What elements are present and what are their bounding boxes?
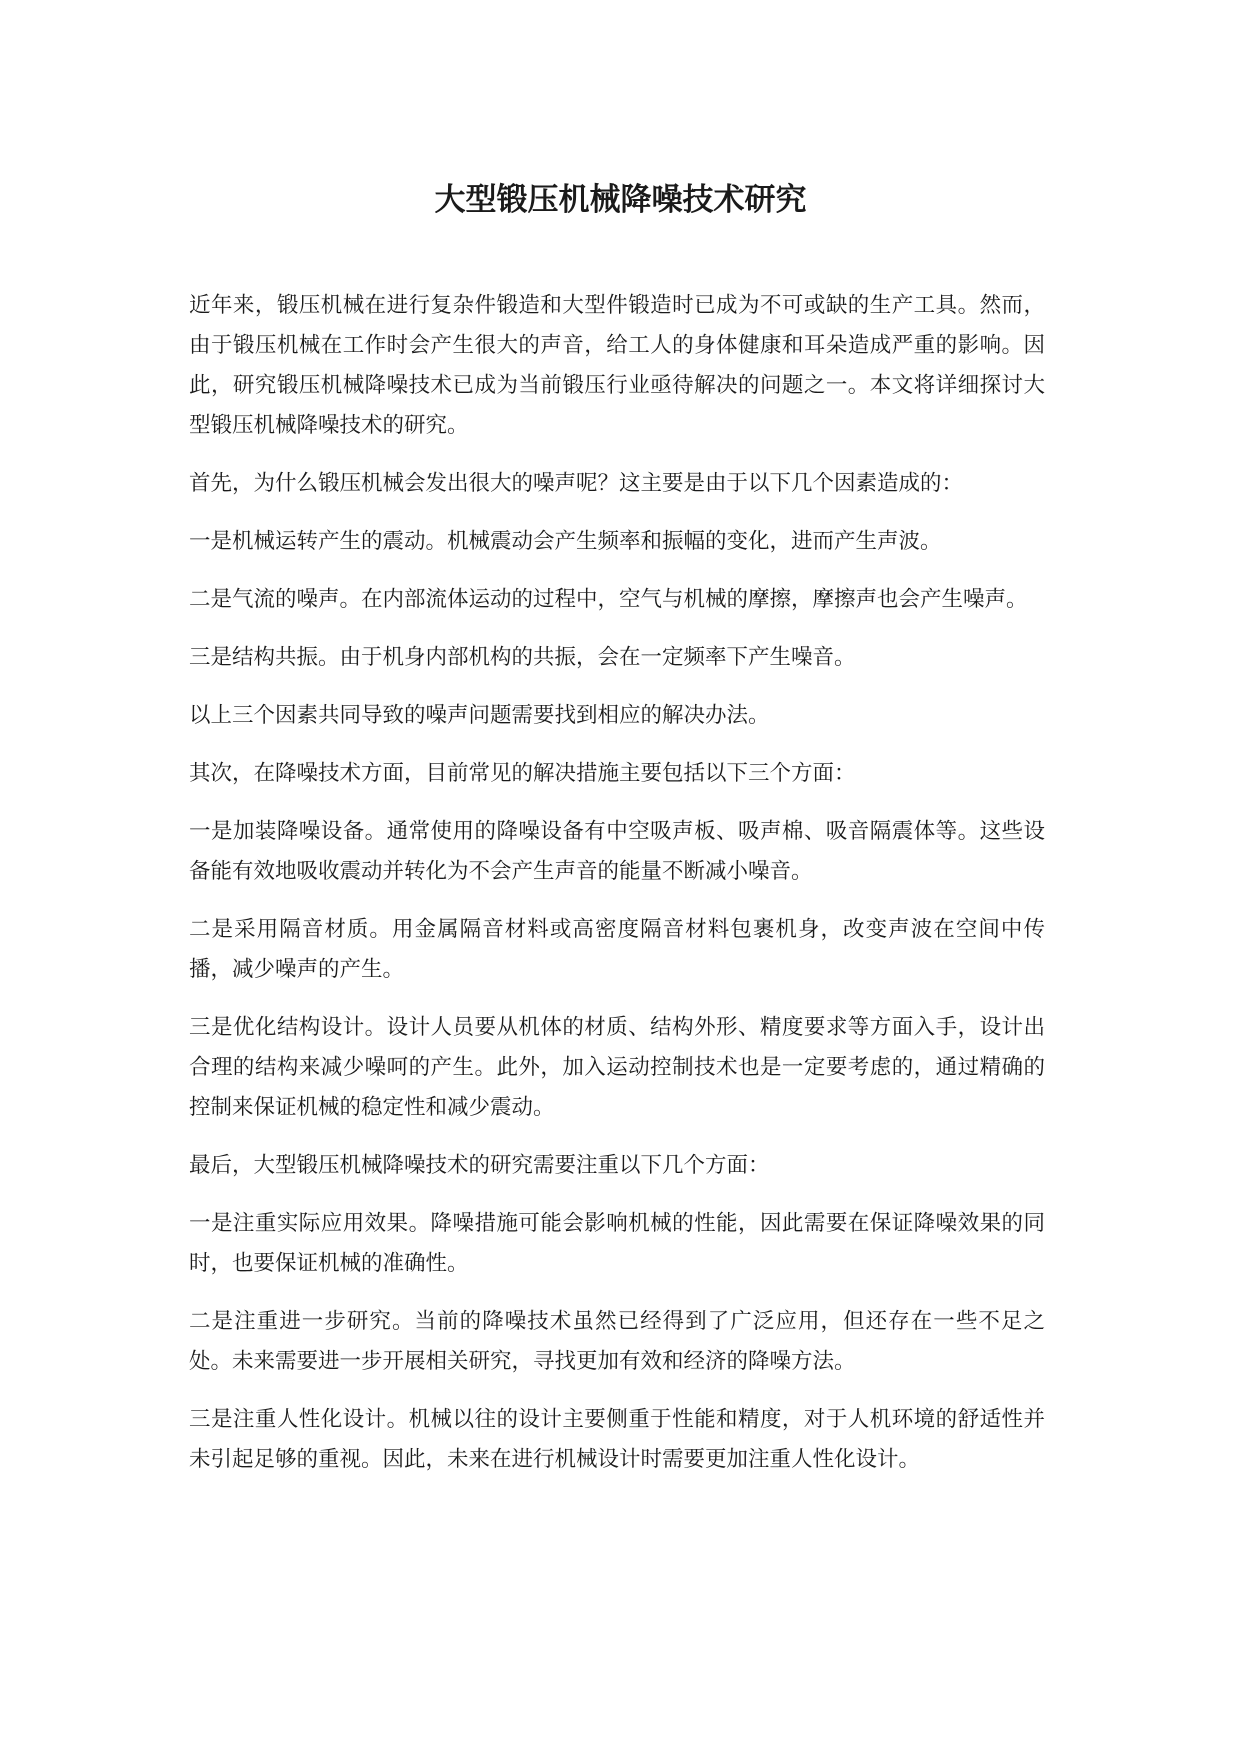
paragraph-causes-heading: 首先，为什么锻压机械会发出很大的噪声呢？这主要是由于以下几个因素造成的： [189, 471, 964, 496]
paragraph-solution-design: 三是优化结构设计。设计人员要从机体的材质、结构外形、精度要求等方面入手，设计出合理的结构来减少噪呵的产生。此外，加入运动控制技术也是一定要考虑的，通过精确的控制来保证机械的稳定性和减少震动。 [189, 1015, 1045, 1120]
document-title: 大型锻压机械降噪技术研究 [434, 182, 807, 218]
paragraph-causes-summary: 以上三个因素共同导致的噪声问题需要找到相应的解决办法。 [189, 703, 770, 728]
paragraph-research-effect: 一是注重实际应用效果。降噪措施可能会影响机械的性能，因此需要在保证降噪效果的同时，也要保证机械的准确性。 [189, 1211, 1045, 1276]
paragraph-cause-airflow: 二是气流的噪声。在内部流体运动的过程中，空气与机械的摩擦，摩擦声也会产生噪声。 [189, 587, 1028, 612]
paragraph-intro: 近年来，锻压机械在进行复杂件锻造和大型件锻造时已成为不可或缺的生产工具。然而，由于锻压机械在工作时会产生很大的声音，给工人的身体健康和耳朵造成严重的影响。因此，研究锻压机械降噪技术已成为当前锻压行业亟待解决的问题之一。本文将详细探讨大型锻压机械降噪技术的研究。 [189, 293, 1045, 438]
paragraph-cause-resonance: 三是结构共振。由于机身内部机构的共振，会在一定频率下产生噪音。 [189, 645, 856, 670]
paragraph-research-further: 二是注重进一步研究。当前的降噪技术虽然已经得到了广泛应用，但还存在一些不足之处。未来需要进一步开展相关研究，寻找更加有效和经济的降噪方法。 [189, 1309, 1045, 1374]
paragraph-research-heading: 最后，大型锻压机械降噪技术的研究需要注重以下几个方面： [189, 1153, 770, 1178]
paragraph-solution-materials: 二是采用隔音材质。用金属隔音材料或高密度隔音材料包裹机身，改变声波在空间中传播，减少噪声的产生。 [189, 917, 1045, 982]
paragraph-solutions-heading: 其次，在降噪技术方面，目前常见的解决措施主要包括以下三个方面： [189, 761, 856, 786]
document-body [189, 286, 1045, 1498]
paragraph-research-humanized: 三是注重人性化设计。机械以往的设计主要侧重于性能和精度，对于人机环境的舒适性并未引起足够的重视。因此，未来在进行机械设计时需要更加注重人性化设计。 [189, 1407, 1045, 1472]
paragraph-solution-devices: 一是加装降噪设备。通常使用的降噪设备有中空吸声板、吸声棉、吸音隔震体等。这些设备能有效地吸收震动并转化为不会产生声音的能量不断减小噪音。 [189, 819, 1045, 884]
paragraph-cause-vibration: 一是机械运转产生的震动。机械震动会产生频率和振幅的变化，进而产生声波。 [189, 529, 942, 554]
